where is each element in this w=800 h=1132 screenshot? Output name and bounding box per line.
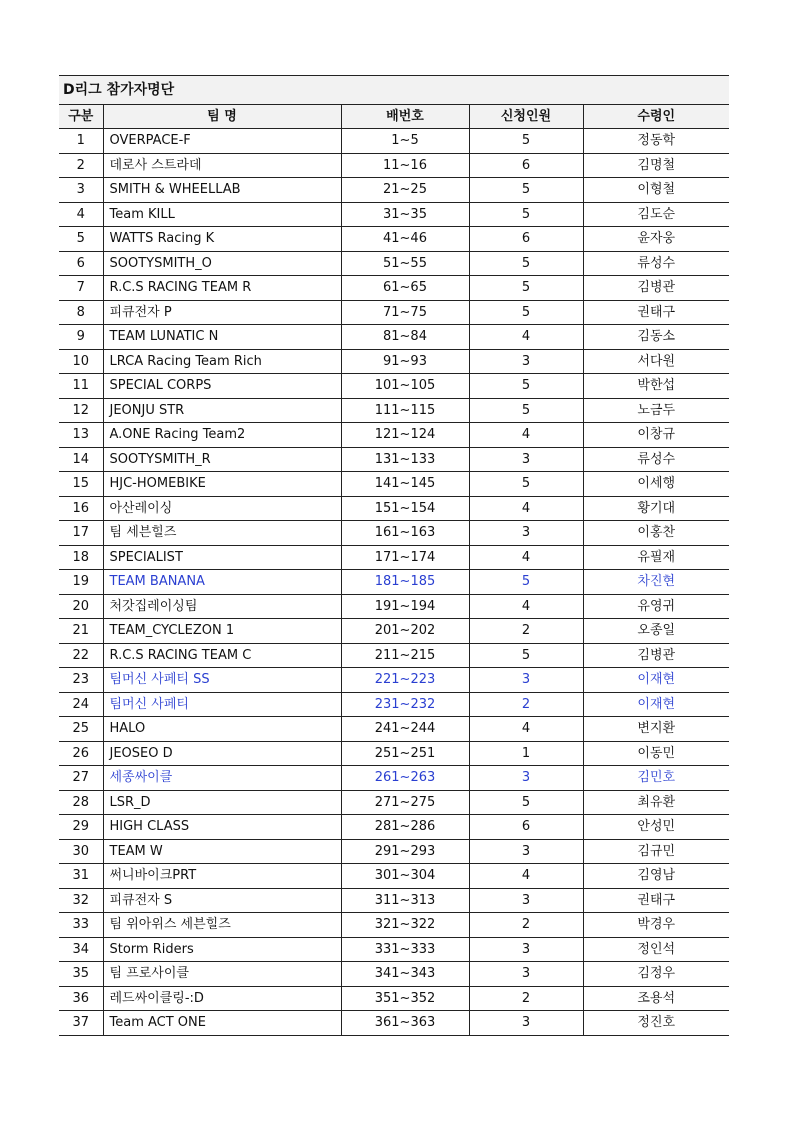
receiver-name: 김도순 xyxy=(583,202,729,227)
table-row xyxy=(59,349,729,374)
bib-range: 351~352 xyxy=(341,986,469,1011)
bib-range: 211~215 xyxy=(341,643,469,668)
table-row xyxy=(59,178,729,203)
receiver-name: 김동소 xyxy=(583,325,729,350)
entrant-count: 1 xyxy=(469,741,583,766)
entrant-count: 3 xyxy=(469,521,583,546)
receiver-name: 유필재 xyxy=(583,545,729,570)
bib-range: 221~223 xyxy=(341,668,469,693)
entrant-count: 5 xyxy=(469,790,583,815)
team-name: JEOSEO D xyxy=(103,741,341,766)
entrant-count: 2 xyxy=(469,913,583,938)
entrant-count: 5 xyxy=(469,570,583,595)
receiver-name: 서다원 xyxy=(583,349,729,374)
row-number: 34 xyxy=(59,937,103,962)
row-number: 6 xyxy=(59,251,103,276)
entrant-count: 5 xyxy=(469,202,583,227)
table-row xyxy=(59,986,729,1011)
bib-range: 261~263 xyxy=(341,766,469,791)
entrant-count: 6 xyxy=(469,227,583,252)
receiver-name: 노금두 xyxy=(583,398,729,423)
team-name: Team ACT ONE xyxy=(103,1011,341,1036)
entrant-count: 5 xyxy=(469,251,583,276)
team-name: 피큐전자 S xyxy=(103,888,341,913)
team-name: 팀 위아위스 세븐힐즈 xyxy=(103,913,341,938)
table-row xyxy=(59,937,729,962)
bib-range: 141~145 xyxy=(341,472,469,497)
table-row xyxy=(59,496,729,521)
bib-range: 91~93 xyxy=(341,349,469,374)
row-number: 20 xyxy=(59,594,103,619)
bib-range: 61~65 xyxy=(341,276,469,301)
entrant-count: 6 xyxy=(469,153,583,178)
row-number: 23 xyxy=(59,668,103,693)
receiver-name: 오종일 xyxy=(583,619,729,644)
entrant-count: 6 xyxy=(469,815,583,840)
bib-range: 341~343 xyxy=(341,962,469,987)
entrant-count: 3 xyxy=(469,447,583,472)
bib-range: 31~35 xyxy=(341,202,469,227)
bib-range: 241~244 xyxy=(341,717,469,742)
receiver-name: 이세행 xyxy=(583,472,729,497)
table-row xyxy=(59,741,729,766)
bib-range: 231~232 xyxy=(341,692,469,717)
table-row xyxy=(59,202,729,227)
entrant-count: 2 xyxy=(469,619,583,644)
table-row xyxy=(59,668,729,693)
row-number: 1 xyxy=(59,129,103,154)
team-name: LSR_D xyxy=(103,790,341,815)
receiver-name: 박한섭 xyxy=(583,374,729,399)
receiver-name: 안성민 xyxy=(583,815,729,840)
header-row xyxy=(59,105,729,129)
entrant-count: 5 xyxy=(469,276,583,301)
receiver-name: 이재현 xyxy=(583,692,729,717)
bib-range: 51~55 xyxy=(341,251,469,276)
row-number: 25 xyxy=(59,717,103,742)
row-number: 8 xyxy=(59,300,103,325)
team-name: SOOTYSMITH_O xyxy=(103,251,341,276)
bib-range: 121~124 xyxy=(341,423,469,448)
team-name: Storm Riders xyxy=(103,937,341,962)
receiver-name: 김규민 xyxy=(583,839,729,864)
receiver-name: 류성수 xyxy=(583,251,729,276)
table-row xyxy=(59,300,729,325)
table-row xyxy=(59,423,729,448)
row-number: 27 xyxy=(59,766,103,791)
entrant-count: 5 xyxy=(469,178,583,203)
entrant-count: 3 xyxy=(469,962,583,987)
roster-table xyxy=(59,75,729,1036)
team-name: SPECIALIST xyxy=(103,545,341,570)
entrant-count: 3 xyxy=(469,668,583,693)
row-number: 11 xyxy=(59,374,103,399)
row-number: 18 xyxy=(59,545,103,570)
team-name: 아산레이싱 xyxy=(103,496,341,521)
team-name: TEAM BANANA xyxy=(103,570,341,595)
entrant-count: 2 xyxy=(469,692,583,717)
row-number: 29 xyxy=(59,815,103,840)
entrant-count: 3 xyxy=(469,839,583,864)
team-name: 팀 프로사이클 xyxy=(103,962,341,987)
row-number: 24 xyxy=(59,692,103,717)
row-number: 4 xyxy=(59,202,103,227)
team-name: 팀머신 사페티 SS xyxy=(103,668,341,693)
bib-range: 41~46 xyxy=(341,227,469,252)
table-row xyxy=(59,839,729,864)
bib-range: 111~115 xyxy=(341,398,469,423)
entrant-count: 5 xyxy=(469,374,583,399)
receiver-name: 김영남 xyxy=(583,864,729,889)
receiver-name: 박경우 xyxy=(583,913,729,938)
receiver-name: 황기대 xyxy=(583,496,729,521)
team-name: 팀 세븐힐즈 xyxy=(103,521,341,546)
column-header-no: 구분 xyxy=(59,105,103,129)
row-number: 2 xyxy=(59,153,103,178)
row-number: 19 xyxy=(59,570,103,595)
receiver-name: 정진호 xyxy=(583,1011,729,1036)
receiver-name: 김정우 xyxy=(583,962,729,987)
entrant-count: 5 xyxy=(469,300,583,325)
table-row xyxy=(59,276,729,301)
entrant-count: 5 xyxy=(469,472,583,497)
receiver-name: 김병관 xyxy=(583,643,729,668)
roster-sheet xyxy=(59,75,729,1036)
entrant-count: 4 xyxy=(469,496,583,521)
bib-range: 271~275 xyxy=(341,790,469,815)
table-row xyxy=(59,545,729,570)
receiver-name: 조용석 xyxy=(583,986,729,1011)
row-number: 37 xyxy=(59,1011,103,1036)
bib-range: 311~313 xyxy=(341,888,469,913)
team-name: OVERPACE-F xyxy=(103,129,341,154)
table-row xyxy=(59,790,729,815)
bib-range: 1~5 xyxy=(341,129,469,154)
receiver-name: 이창규 xyxy=(583,423,729,448)
team-name: 처갓집레이싱팀 xyxy=(103,594,341,619)
receiver-name: 권태구 xyxy=(583,888,729,913)
receiver-name: 김민호 xyxy=(583,766,729,791)
team-name: 데로사 스트라데 xyxy=(103,153,341,178)
column-header-bib: 배번호 xyxy=(341,105,469,129)
row-number: 36 xyxy=(59,986,103,1011)
team-name: LRCA Racing Team Rich xyxy=(103,349,341,374)
bib-range: 191~194 xyxy=(341,594,469,619)
bib-range: 181~185 xyxy=(341,570,469,595)
team-name: HIGH CLASS xyxy=(103,815,341,840)
title-row xyxy=(59,76,729,105)
row-number: 15 xyxy=(59,472,103,497)
team-name: TEAM W xyxy=(103,839,341,864)
table-row xyxy=(59,325,729,350)
bib-range: 161~163 xyxy=(341,521,469,546)
team-name: 써니바이크PRT xyxy=(103,864,341,889)
receiver-name: 윤자웅 xyxy=(583,227,729,252)
table-row xyxy=(59,129,729,154)
entrant-count: 4 xyxy=(469,545,583,570)
row-number: 33 xyxy=(59,913,103,938)
receiver-name: 이동민 xyxy=(583,741,729,766)
table-row xyxy=(59,815,729,840)
team-name: TEAM LUNATIC N xyxy=(103,325,341,350)
bib-range: 151~154 xyxy=(341,496,469,521)
row-number: 28 xyxy=(59,790,103,815)
team-name: 세종싸이클 xyxy=(103,766,341,791)
bib-range: 281~286 xyxy=(341,815,469,840)
team-name: A.ONE Racing Team2 xyxy=(103,423,341,448)
table-row xyxy=(59,594,729,619)
row-number: 3 xyxy=(59,178,103,203)
receiver-name: 차진현 xyxy=(583,570,729,595)
table-row xyxy=(59,570,729,595)
team-name: 피큐전자 P xyxy=(103,300,341,325)
row-number: 10 xyxy=(59,349,103,374)
table-row xyxy=(59,717,729,742)
row-number: 13 xyxy=(59,423,103,448)
entrant-count: 4 xyxy=(469,325,583,350)
table-row xyxy=(59,643,729,668)
table-row xyxy=(59,913,729,938)
entrant-count: 5 xyxy=(469,643,583,668)
row-number: 16 xyxy=(59,496,103,521)
row-number: 22 xyxy=(59,643,103,668)
row-number: 17 xyxy=(59,521,103,546)
row-number: 32 xyxy=(59,888,103,913)
team-name: R.C.S RACING TEAM C xyxy=(103,643,341,668)
team-name: HALO xyxy=(103,717,341,742)
team-name: R.C.S RACING TEAM R xyxy=(103,276,341,301)
table-row xyxy=(59,227,729,252)
receiver-name: 유영귀 xyxy=(583,594,729,619)
column-header-count: 신청인원 xyxy=(469,105,583,129)
receiver-name: 김명철 xyxy=(583,153,729,178)
table-row xyxy=(59,766,729,791)
bib-range: 291~293 xyxy=(341,839,469,864)
team-name: HJC-HOMEBIKE xyxy=(103,472,341,497)
bib-range: 21~25 xyxy=(341,178,469,203)
row-number: 14 xyxy=(59,447,103,472)
entrant-count: 4 xyxy=(469,717,583,742)
bib-range: 11~16 xyxy=(341,153,469,178)
receiver-name: 류성수 xyxy=(583,447,729,472)
row-number: 9 xyxy=(59,325,103,350)
bib-range: 131~133 xyxy=(341,447,469,472)
team-name: SPECIAL CORPS xyxy=(103,374,341,399)
table-row xyxy=(59,1011,729,1036)
bib-range: 71~75 xyxy=(341,300,469,325)
entrant-count: 2 xyxy=(469,986,583,1011)
entrant-count: 5 xyxy=(469,129,583,154)
team-name: WATTS Racing K xyxy=(103,227,341,252)
receiver-name: 최유환 xyxy=(583,790,729,815)
table-row xyxy=(59,962,729,987)
team-name: 레드싸이클링-:D xyxy=(103,986,341,1011)
entrant-count: 3 xyxy=(469,766,583,791)
bib-range: 201~202 xyxy=(341,619,469,644)
entrant-count: 3 xyxy=(469,349,583,374)
table-row xyxy=(59,521,729,546)
row-number: 35 xyxy=(59,962,103,987)
receiver-name: 이재현 xyxy=(583,668,729,693)
bib-range: 321~322 xyxy=(341,913,469,938)
page-title: D리그 참가자명단 xyxy=(59,76,729,105)
entrant-count: 3 xyxy=(469,937,583,962)
row-number: 5 xyxy=(59,227,103,252)
team-name: 팀머신 사페티 xyxy=(103,692,341,717)
table-row xyxy=(59,153,729,178)
bib-range: 251~251 xyxy=(341,741,469,766)
row-number: 30 xyxy=(59,839,103,864)
bib-range: 331~333 xyxy=(341,937,469,962)
column-header-receiver: 수령인 xyxy=(583,105,729,129)
receiver-name: 김병관 xyxy=(583,276,729,301)
table-row xyxy=(59,619,729,644)
table-row xyxy=(59,472,729,497)
table-row xyxy=(59,251,729,276)
row-number: 31 xyxy=(59,864,103,889)
receiver-name: 정동학 xyxy=(583,129,729,154)
receiver-name: 이홍찬 xyxy=(583,521,729,546)
bib-range: 361~363 xyxy=(341,1011,469,1036)
table-row xyxy=(59,447,729,472)
entrant-count: 4 xyxy=(469,864,583,889)
team-name: SOOTYSMITH_R xyxy=(103,447,341,472)
roster-body xyxy=(59,129,729,1036)
entrant-count: 4 xyxy=(469,423,583,448)
entrant-count: 4 xyxy=(469,594,583,619)
receiver-name: 변지환 xyxy=(583,717,729,742)
row-number: 26 xyxy=(59,741,103,766)
table-row xyxy=(59,398,729,423)
receiver-name: 권태구 xyxy=(583,300,729,325)
table-row xyxy=(59,692,729,717)
entrant-count: 3 xyxy=(469,1011,583,1036)
entrant-count: 3 xyxy=(469,888,583,913)
table-row xyxy=(59,864,729,889)
entrant-count: 5 xyxy=(469,398,583,423)
bib-range: 301~304 xyxy=(341,864,469,889)
bib-range: 101~105 xyxy=(341,374,469,399)
row-number: 12 xyxy=(59,398,103,423)
table-row xyxy=(59,888,729,913)
team-name: JEONJU STR xyxy=(103,398,341,423)
team-name: SMITH & WHEELLAB xyxy=(103,178,341,203)
team-name: Team KILL xyxy=(103,202,341,227)
receiver-name: 정인석 xyxy=(583,937,729,962)
bib-range: 81~84 xyxy=(341,325,469,350)
row-number: 21 xyxy=(59,619,103,644)
table-row xyxy=(59,374,729,399)
row-number: 7 xyxy=(59,276,103,301)
receiver-name: 이형철 xyxy=(583,178,729,203)
team-name: TEAM_CYCLEZON 1 xyxy=(103,619,341,644)
column-header-team: 팀 명 xyxy=(103,105,341,129)
bib-range: 171~174 xyxy=(341,545,469,570)
